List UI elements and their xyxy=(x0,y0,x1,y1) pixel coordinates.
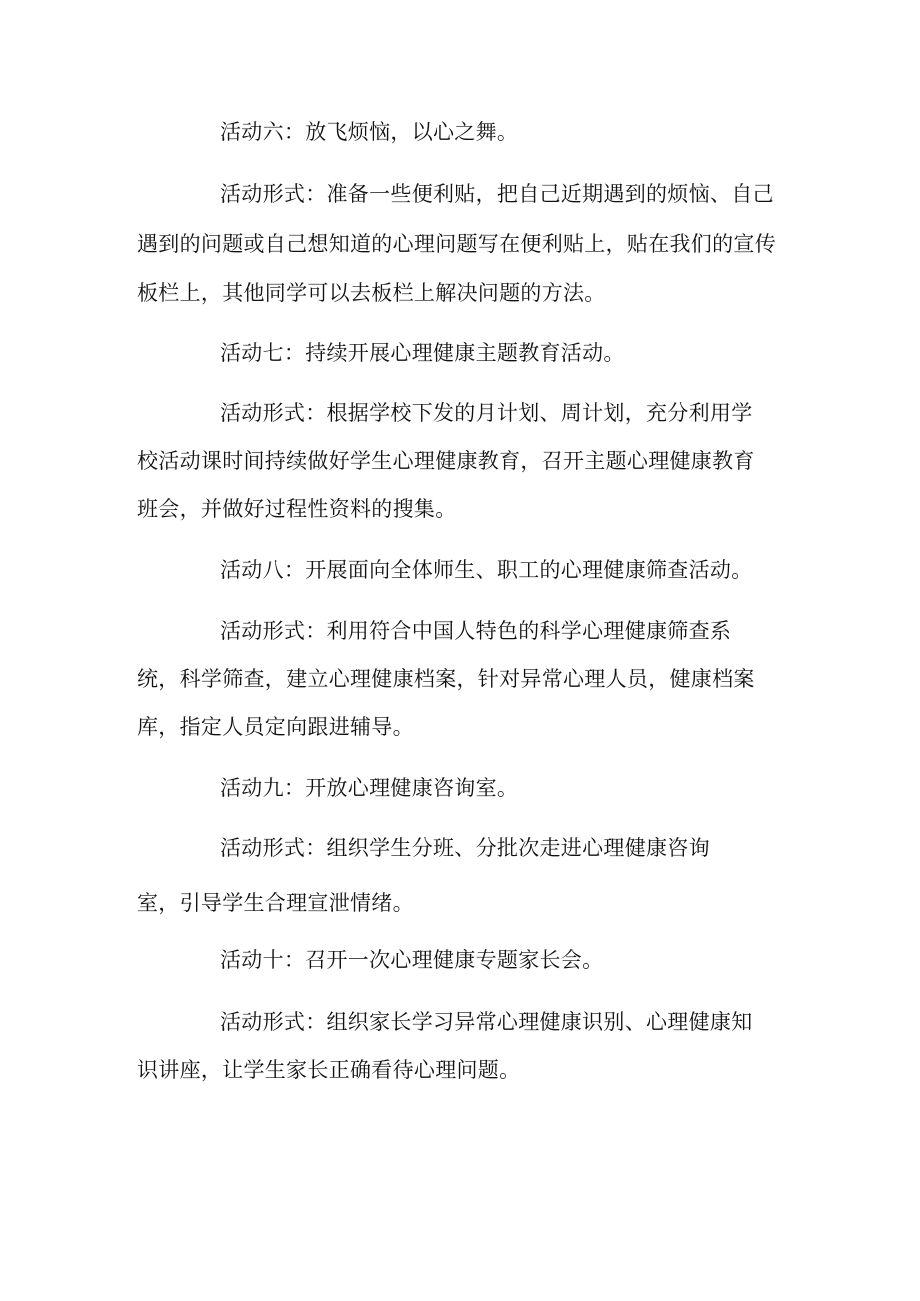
heading-activity-8: 活动八：开展面向全体师生、职工的心理健康筛查活动。 xyxy=(220,558,753,582)
paragraph-line: 统，科学筛查，建立心理健康档案，针对异常心理人员，健康档案 xyxy=(137,667,755,691)
heading-activity-10: 活动十：召开一次心理健康专题家长会。 xyxy=(220,948,604,972)
paragraph-line: 活动形式：利用符合中国人特色的科学心理健康筛查系 xyxy=(220,619,732,643)
paragraph-line: 校活动课时间持续做好学生心理健康教育，召开主题心理健康教育 xyxy=(137,449,755,473)
heading-activity-9: 活动九：开放心理健康咨询室。 xyxy=(220,776,519,800)
paragraph-line: 室，引导学生合理宣泄情绪。 xyxy=(137,891,414,915)
paragraph-line: 遇到的问题或自己想知道的心理问题写在便利贴上，贴在我们的宣传 xyxy=(137,232,776,256)
paragraph-line: 库，指定人员定向跟进辅导。 xyxy=(137,715,414,739)
paragraph-line: 活动形式：准备一些便利贴，把自己近期遇到的烦恼、自己 xyxy=(220,182,774,206)
heading-activity-7: 活动七：持续开展心理健康主题教育活动。 xyxy=(220,341,625,365)
paragraph-line: 板栏上，其他同学可以去板栏上解决问题的方法。 xyxy=(137,281,606,305)
paragraph-line: 活动形式：组织家长学习异常心理健康识别、心理健康知 xyxy=(220,1010,753,1034)
paragraph-line: 活动形式：组织学生分班、分批次走进心理健康咨询 xyxy=(220,836,710,860)
paragraph-line: 活动形式：根据学校下发的月计划、周计划，充分利用学 xyxy=(220,401,753,425)
heading-activity-6: 活动六：放飞烦恼，以心之舞。 xyxy=(220,120,519,144)
paragraph-line: 班会，并做好过程性资料的搜集。 xyxy=(137,497,457,521)
paragraph-line: 识讲座，让学生家长正确看待心理问题。 xyxy=(137,1058,521,1082)
